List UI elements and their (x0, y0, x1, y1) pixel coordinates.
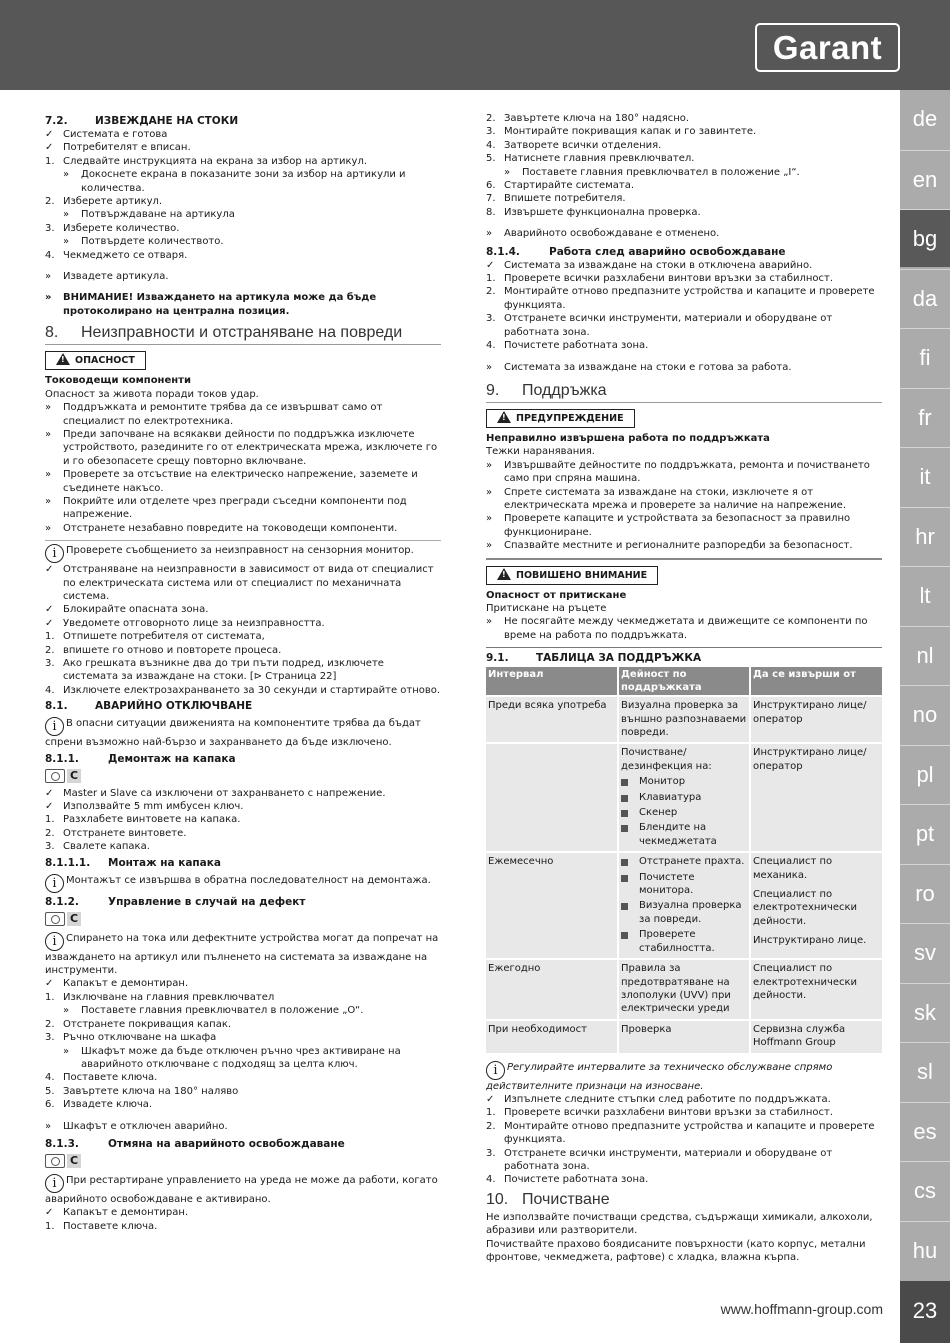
hazard-text: Притискане на ръцете (486, 602, 607, 614)
list-item: 8. Извършете функционална проверка. (486, 206, 701, 218)
list-item: Визуална проверка за повреди. (621, 899, 747, 926)
language-tab-hr[interactable]: hr (900, 507, 950, 565)
column-header: Интервал (486, 667, 618, 696)
table-cell: При необходимост (486, 1020, 618, 1053)
chapter-heading: 10. Почистване (486, 1190, 610, 1208)
list-item: Клавиатура (621, 791, 747, 804)
list-item: ✓ Системата за изваждане на стоки в отключена аварийно. (486, 259, 813, 271)
list-item: 3. Ако грешката възникне два до три пъти подред, изключете системата за изваждане на стоки. [⊳ Страница 22] (45, 658, 384, 683)
list-item: ✓ Блокирайте опасната зона. (45, 604, 209, 616)
table-cell (618, 852, 750, 959)
result-item: » ВНИМАНИЕ! Изваждането на артикула може да бъде протоколирано на централна позиция. (45, 292, 377, 317)
list-item: 3. Изберете количество. (45, 222, 180, 234)
step-list (486, 259, 882, 353)
list-item: 3. Монтирайте покриващия капак и го завинтете. (486, 126, 757, 138)
info-note: i Регулирайте интервалите за техническо обслужване спрямо действителните признаци на износване. (486, 1061, 833, 1092)
hazard-title: Тоководещи компоненти (45, 375, 191, 387)
list-item: » Не посягайте между чекмеджетата и движещите се компоненти по време на работа по поддръжката. (486, 616, 868, 641)
list-item: ✓ Отстраняване на неизправности в зависимост от вида от специалист по електрическата система или от специалист по механичната система. (45, 564, 434, 602)
list-item: 2. Отстранете винтовете. (45, 827, 187, 839)
list-item: 3. Отстранете всички инструменти, материали и оборудване от работната зона. (486, 1147, 833, 1172)
language-tab-sk[interactable]: sk (900, 983, 950, 1041)
square-bullet-icon (621, 810, 628, 817)
tool-c-icon: C (67, 1154, 81, 1168)
square-bullet-icon (621, 859, 628, 866)
language-tab-nl[interactable]: nl (900, 626, 950, 684)
result-item: » Аварийното освобождаване е отменено. (486, 228, 720, 240)
table-cell: Правила за предотвратяване на злополуки (UVV) при електрически уреди (618, 959, 750, 1020)
list-item: 2. Отстранете покриващия капак. (45, 1018, 232, 1030)
table-cell: Визуална проверка за външно разпознаваеми повреди. (618, 696, 750, 743)
list-item: 7. Впишете потребителя. (486, 193, 626, 205)
result-item: » Шкафът е отключен аварийно. (45, 1120, 228, 1132)
subsection-heading: 8.1.3. Отмяна на аварийното освобождаване (45, 1137, 345, 1150)
column-header: Да се извърши от (750, 667, 882, 696)
tool-icons (45, 769, 441, 785)
language-tab-sl[interactable]: sl (900, 1042, 950, 1100)
list-item: 1. Проверете всички разхлабени винтови връзки за стабилност. (486, 1107, 834, 1119)
list-item: » Потвърждаване на артикула (63, 209, 235, 221)
language-tab-no[interactable]: no (900, 685, 950, 743)
hazard-title: Неправилно извършена работа по поддръжката (486, 432, 770, 444)
hazard-list (486, 459, 882, 553)
list-item: » Поставете главния превключвател в положение „O“. (63, 1005, 364, 1017)
language-tab-de[interactable]: de (912, 106, 938, 131)
list-item: » Отстранете незабавно повредите на тоководещи компоненти. (45, 522, 398, 534)
chapter-heading: 9. Поддръжка (486, 380, 882, 403)
table-row (486, 743, 882, 852)
right-column (486, 112, 882, 1264)
info-note: i При рестартиране управлението на уреда не може да работи, когато аварийното освобождаване е активирано. (45, 1174, 438, 1205)
subsection-heading: 8.1.2. Управление в случай на дефект (45, 895, 306, 908)
list-item: 2. Изберете артикул. (45, 196, 163, 208)
section-heading: 9.1. ТАБЛИЦА ЗА ПОДДРЪЖКА (486, 652, 702, 665)
list-item: » Спазвайте местните и регионалните разпоредби за безопасност. (486, 540, 853, 552)
list-item: » Спрете системата за изваждане на стоки, изключете я от електрическата мрежа и проверете за наличие на напрежение. (486, 486, 847, 511)
list-item: ✓ Капакът е демонтиран. (45, 978, 189, 990)
subsection-heading: 8.1.4. Работа след аварийно освобождаване (486, 245, 786, 258)
tool-c-icon: C (67, 769, 81, 783)
table-cell: Специалист по механика. Специалист по електротехнически дейности. Инструктирано лице. (750, 852, 882, 959)
list-item: 3. Ръчно отключване на шкафа (45, 1032, 217, 1044)
list-item: Почистете монитора. (621, 871, 747, 898)
table-cell (486, 743, 618, 852)
table-row (486, 1020, 882, 1053)
square-bullet-icon (621, 779, 628, 786)
list-item: Проверете стабилността. (621, 928, 747, 955)
info-icon: i (45, 717, 64, 736)
language-tab-en[interactable]: en (900, 150, 950, 208)
list-item: ✓ Потребителят е вписан. (45, 142, 191, 154)
maintenance-table (486, 667, 882, 1052)
language-tab-pl[interactable]: pl (900, 745, 950, 803)
list-item: ✓ Уведомете отговорното лице за неизправността. (45, 617, 325, 629)
info-icon: i (45, 1174, 64, 1193)
step-list (45, 787, 441, 854)
caution-label: !ПОВИШЕНО ВНИМАНИЕ (486, 566, 658, 585)
list-item: ✓ Master и Slave са изключени от захранването с напрежение. (45, 787, 386, 799)
table-cell: Ежемесечно (486, 852, 618, 959)
footer-url: www.hoffmann-group.com (720, 1301, 883, 1317)
list-item: 1. Изключване на главния превключвател (45, 991, 275, 1003)
language-sidebar (900, 90, 950, 1343)
list-item: 2. впишете го отново и повторете процеса. (45, 644, 282, 656)
info-note: i Монтажът се извършва в обратна последователност на демонтажа. (45, 874, 441, 893)
language-tab-fi[interactable]: fi (900, 328, 950, 386)
language-tab-sv[interactable]: sv (900, 923, 950, 981)
tool-c-icon: C (67, 912, 81, 926)
info-icon: i (486, 1061, 505, 1080)
step-list (486, 112, 882, 219)
step-list (45, 977, 441, 1111)
list-item: » Преди започване на всякакви дейности по поддръжка изключете устройството, разедините го от електрическата мрежа, изключете го и го обезопасете срещу повторно включване. (45, 428, 438, 467)
language-tab-hu[interactable]: hu (900, 1221, 950, 1279)
list-item: 3. Отстранете всички инструменти, материали и оборудване от работната зона. (486, 313, 833, 338)
list-item: » Покрийте или отделете чрез прегради съседни компоненти под напрежение. (45, 495, 407, 521)
list-item: 2. Завъртете ключа на 180° надясно. (486, 113, 690, 124)
step-list (45, 1206, 441, 1233)
list-item: 2. Монтирайте отново предпазните устройства и капаците и проверете функцията. (486, 1120, 875, 1146)
list-item: » Поддръжката и ремонтите трябва да се извършват само от специалист по електротехника. (45, 402, 383, 427)
list-item: ✓ Капакът е демонтиран. (45, 1207, 189, 1219)
camera-icon (45, 769, 65, 783)
language-tab-da[interactable]: da (900, 269, 950, 327)
info-icon: i (45, 874, 64, 893)
list-item: » Потвърдете количеството. (63, 236, 224, 248)
list-item: » Шкафът може да бъде отключен ръчно чрез активиране на аварийното отключване с подходящ за целта ключ. (63, 1045, 401, 1070)
list-item: 4. Изключете електрозахранването за 30 секунди и стартирайте отново. (45, 684, 441, 696)
list-item: » Проверете капаците и устройствата за безопасност за правилно функциониране. (486, 513, 851, 538)
language-tab-lt[interactable]: lt (900, 566, 950, 624)
list-item: 6. Стартирайте системата. (486, 180, 635, 192)
camera-icon (45, 912, 65, 926)
list-item: 5. Натиснете главния превключвател. (486, 153, 695, 165)
list-item: Монитор (621, 775, 747, 788)
square-bullet-icon (621, 875, 628, 882)
list-item: 1. Поставете ключа. (45, 1220, 158, 1232)
list-item: » Докоснете екрана в показаните зони за избор на артикули и количества. (63, 169, 406, 194)
page-header (0, 0, 950, 90)
warning-triangle-icon (56, 353, 70, 365)
table-cell: Сервизна служба Hoffmann Group (750, 1020, 882, 1053)
list-item: ✓ Системата е готова (45, 129, 168, 140)
list-item: 1. Следвайте инструкцията на екрана за избор на артикул. (45, 155, 368, 167)
square-bullet-icon (621, 903, 628, 910)
info-icon: i (45, 544, 64, 563)
list-item: 6. Извадете ключа. (45, 1099, 153, 1111)
info-note: i Спирането на тока или дефектните устройства могат да попречат на изваждането на артикул или пълненето на системата за изваждане на инструменти. (45, 932, 439, 977)
result-item: » Системата за изваждане на стоки е готова за работа. (486, 361, 792, 373)
language-tab-pt[interactable]: pt (900, 804, 950, 862)
list-item: 5. Завъртете ключа на 180° наляво (45, 1085, 239, 1097)
step-list (486, 1093, 882, 1187)
table-cell: Специалист по електротехнически дейности. (750, 959, 882, 1020)
table-cell: Проверка (618, 1020, 750, 1053)
section-heading: 7.2. ИЗВЕЖДАНЕ НА СТОКИ (45, 115, 239, 127)
hazard-list (45, 401, 441, 535)
paragraph: Не използвайте почистващи средства, съдържащи химикали, алкохоли, абразиви или разтворители. (486, 1211, 873, 1237)
result-item: » Извадете артикула. (45, 271, 169, 283)
page-number: 23 (900, 1281, 950, 1343)
language-tab-cs[interactable]: cs (900, 1161, 950, 1219)
list-item: » Извършвайте дейностите по поддръжката, ремонта и почистването само при спряна машина. (486, 459, 870, 485)
danger-label: !ОПАСНОСТ (45, 351, 146, 370)
list-item: ✓ Изпълнете следните стъпки след работите по поддръжката. (486, 1093, 831, 1105)
camera-icon (45, 1154, 65, 1168)
list-item: 4. Почистете работната зона. (486, 340, 649, 352)
info-note: i Проверете съобщението за неизправност на сензорния монитор. (45, 544, 441, 563)
garant-logo: Garant (755, 23, 900, 72)
subsection-heading: 8.1.1. Демонтаж на капака (45, 752, 236, 765)
table-cell: Инструктирано лице/ оператор (750, 743, 882, 852)
list-item: » Поставете главния превключвател в положение „I“. (504, 166, 800, 178)
list-item: 1. Отпишете потребителя от системата, (45, 631, 265, 643)
hazard-list (486, 615, 882, 642)
list-item: Скенер (621, 806, 747, 819)
list-item: Блендите на чекмеджетата (621, 821, 747, 848)
square-bullet-icon (621, 795, 628, 802)
table-row (486, 696, 882, 743)
list-item: 4. Поставете ключа. (45, 1072, 158, 1084)
table-cell: Почистване/дезинфекция на: Монитор Клавиатура Скенер Блендите на чекмеджетата (618, 743, 750, 852)
table-cell: Инструктирано лице/ оператор (750, 696, 882, 743)
info-note: i В опасни ситуации движенията на компонентите трябва да бъдат спрени възможно най-бързо и захранването да бъде изключено. (45, 718, 421, 749)
list-item: 4. Почистете работната зона. (486, 1174, 649, 1186)
language-tab-bg[interactable]: bg (900, 209, 950, 267)
list-item: ✓ Използвайте 5 mm имбусен ключ. (45, 801, 244, 813)
language-tab-fr[interactable]: fr (900, 388, 950, 446)
step-list (45, 128, 441, 262)
subsection-heading: 8.1.1.1. Монтаж на капака (45, 856, 221, 869)
step-list (45, 563, 441, 697)
language-tab-it[interactable]: it (900, 447, 950, 505)
left-column (45, 112, 441, 1233)
square-bullet-icon (621, 932, 628, 939)
table-cell: Преди всяка употреба (486, 696, 618, 743)
chapter-heading: 8. Неизправности и отстраняване на повреди (45, 322, 441, 345)
list-item: 3. Свалете капака. (45, 841, 150, 853)
warning-label: !ПРЕДУПРЕЖДЕНИЕ (486, 409, 635, 428)
list-item: Отстранете прахта. (621, 855, 747, 868)
square-bullet-icon (621, 825, 628, 832)
list-item: 4. Чекмеджето се отваря. (45, 249, 188, 261)
table-cell: Ежегодно (486, 959, 618, 1020)
list-item: » Проверете за отсъствие на електрическо напрежение, заземете и съединете накъсо. (45, 469, 418, 494)
language-tab-es[interactable]: es (900, 1102, 950, 1160)
hazard-text: Тежки наранявания. (486, 446, 595, 458)
list-item: 2. Монтирайте отново предпазните устройства и капаците и проверете функцията. (486, 286, 875, 311)
hazard-title: Опасност от притискане (486, 589, 627, 601)
list-item: 1. Проверете всички разхлабени винтови връзки за стабилност. (486, 273, 834, 285)
table-row (486, 852, 882, 959)
tool-icons (45, 1154, 441, 1170)
warning-triangle-icon (497, 411, 511, 423)
paragraph: Почиствайте прахово боядисаните повърхности (като корпус, метални фронтове, чекмеджета, рафтове) с хладка, влажна кърпа. (486, 1238, 866, 1263)
column-header: Дейност по поддръжката (618, 667, 750, 696)
warning-triangle-icon (497, 568, 511, 580)
tool-icons (45, 912, 441, 928)
list-item: 1. Разхлабете винтовете на капака. (45, 814, 241, 826)
table-header-row (486, 667, 882, 696)
info-icon: i (45, 932, 64, 951)
table-row (486, 959, 882, 1020)
list-item: 4. Затворете всички отделения. (486, 139, 662, 151)
hazard-text: Опасност за живота поради токов удар. (45, 388, 259, 400)
section-heading: 8.1. АВАРИЙНО ОТКЛЮЧВАНЕ (45, 700, 253, 713)
language-tab-ro[interactable]: ro (900, 864, 950, 922)
